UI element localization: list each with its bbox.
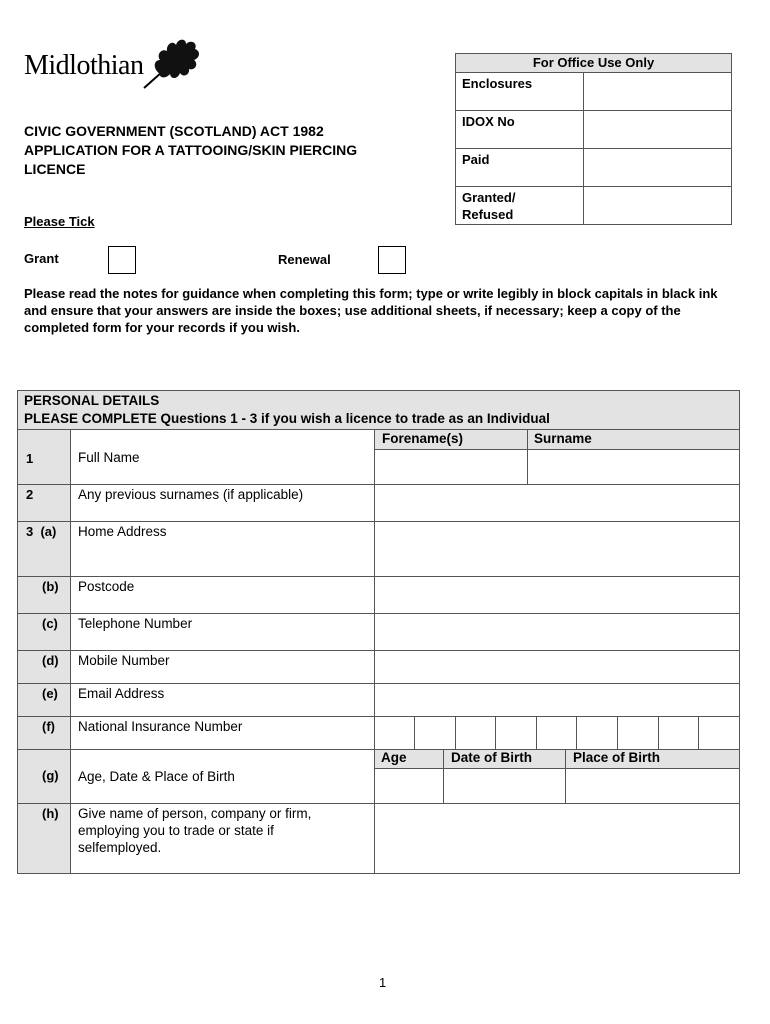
personal-details-heading: PERSONAL DETAILS [24,393,160,408]
telephone-input[interactable] [375,614,739,650]
office-row-paid [456,149,731,187]
renewal-checkbox[interactable] [378,246,406,274]
q3b-number: (b) [42,579,59,594]
postcode-input[interactable] [375,577,739,613]
surname-header: Surname [534,431,592,446]
previous-surnames-input[interactable] [375,485,739,521]
surname-input[interactable] [528,450,739,484]
dob-input[interactable] [444,769,565,803]
office-label-granted [456,187,584,224]
email-input[interactable] [375,684,739,716]
grant-label: Grant [24,251,59,266]
forename-input[interactable] [375,450,527,484]
office-field-paid[interactable] [584,149,731,186]
q3b-label: Postcode [78,579,135,594]
office-label-granted-line1: Granted/ [462,190,516,205]
q3g-label: Age, Date & Place of Birth [78,769,235,784]
dob-header: Date of Birth [451,750,532,765]
office-row-enclosures [456,73,731,111]
q3c-number: (c) [42,616,58,631]
grant-checkbox[interactable] [108,246,136,274]
form-title-line1: CIVIC GOVERNMENT (SCOTLAND) ACT 1982 [24,123,324,139]
employer-input[interactable] [375,804,739,873]
office-use-header: For Office Use Only [456,54,731,73]
personal-details-table [17,390,740,874]
form-title-line3: LICENCE [24,161,86,177]
q3h-label-line1: Give name of person, company or firm, [78,806,312,821]
q3d-label: Mobile Number [78,653,170,668]
office-row-idox [456,111,731,149]
office-use-table [455,53,732,225]
mobile-input[interactable] [375,651,739,683]
q3e-number: (e) [42,686,58,701]
page-number: 1 [379,975,387,990]
office-field-enclosures[interactable] [584,73,731,110]
q3h-label-line3: selfemployed. [78,840,162,855]
q1-number: 1 [26,451,34,466]
oak-leaf-icon [140,34,204,92]
office-label-paid: Paid [456,149,584,186]
q2-label: Any previous surnames (if applicable) [78,487,304,502]
office-field-granted[interactable] [584,187,731,224]
pob-header: Place of Birth [573,750,661,765]
q3f-label: National Insurance Number [78,719,243,734]
brand-name: Midlothian [24,50,144,81]
home-address-input[interactable] [375,522,739,576]
q3h-number: (h) [42,806,59,821]
q3h-label-line2: employing you to trade or state if [78,823,274,838]
q3g-number: (g) [42,768,59,783]
ni-number-input[interactable] [375,717,739,749]
office-label-idox: IDOX No [456,111,584,148]
q3e-label: Email Address [78,686,165,701]
form-title [24,122,357,179]
please-tick-heading: Please Tick [24,214,95,229]
personal-details-instruction: PLEASE COMPLETE Questions 1 - 3 if you wish a licence to trade as an Individual [24,411,550,426]
office-label-granted-line2: Refused [462,207,514,222]
q2-number: 2 [26,487,34,502]
age-header: Age [381,750,407,765]
q1-label: Full Name [78,450,140,465]
q3d-number: (d) [42,653,59,668]
office-label-enclosures: Enclosures [456,73,584,110]
office-field-idox[interactable] [584,111,731,148]
q3h-label [78,805,368,856]
q3a-number: 3 (a) [26,524,57,539]
pob-input[interactable] [566,769,739,803]
guidance-notes: Please read the notes for guidance when completing this form; type or write legibly in block capitals in black ink and ensure that your answers are inside the boxes; use additional sheets, if necessary; keep a copy of the completed form for your records if you wish. [24,286,718,335]
q3f-number: (f) [42,719,55,734]
q3a-label: Home Address [78,524,167,539]
form-title-line2: APPLICATION FOR A TATTOOING/SKIN PIERCING [24,142,358,158]
q3c-label: Telephone Number [78,616,193,631]
forename-header: Forename(s) [382,431,464,446]
office-row-granted [456,187,731,224]
renewal-label: Renewal [278,252,331,267]
birth-header-bg [374,749,739,768]
age-input[interactable] [375,769,443,803]
